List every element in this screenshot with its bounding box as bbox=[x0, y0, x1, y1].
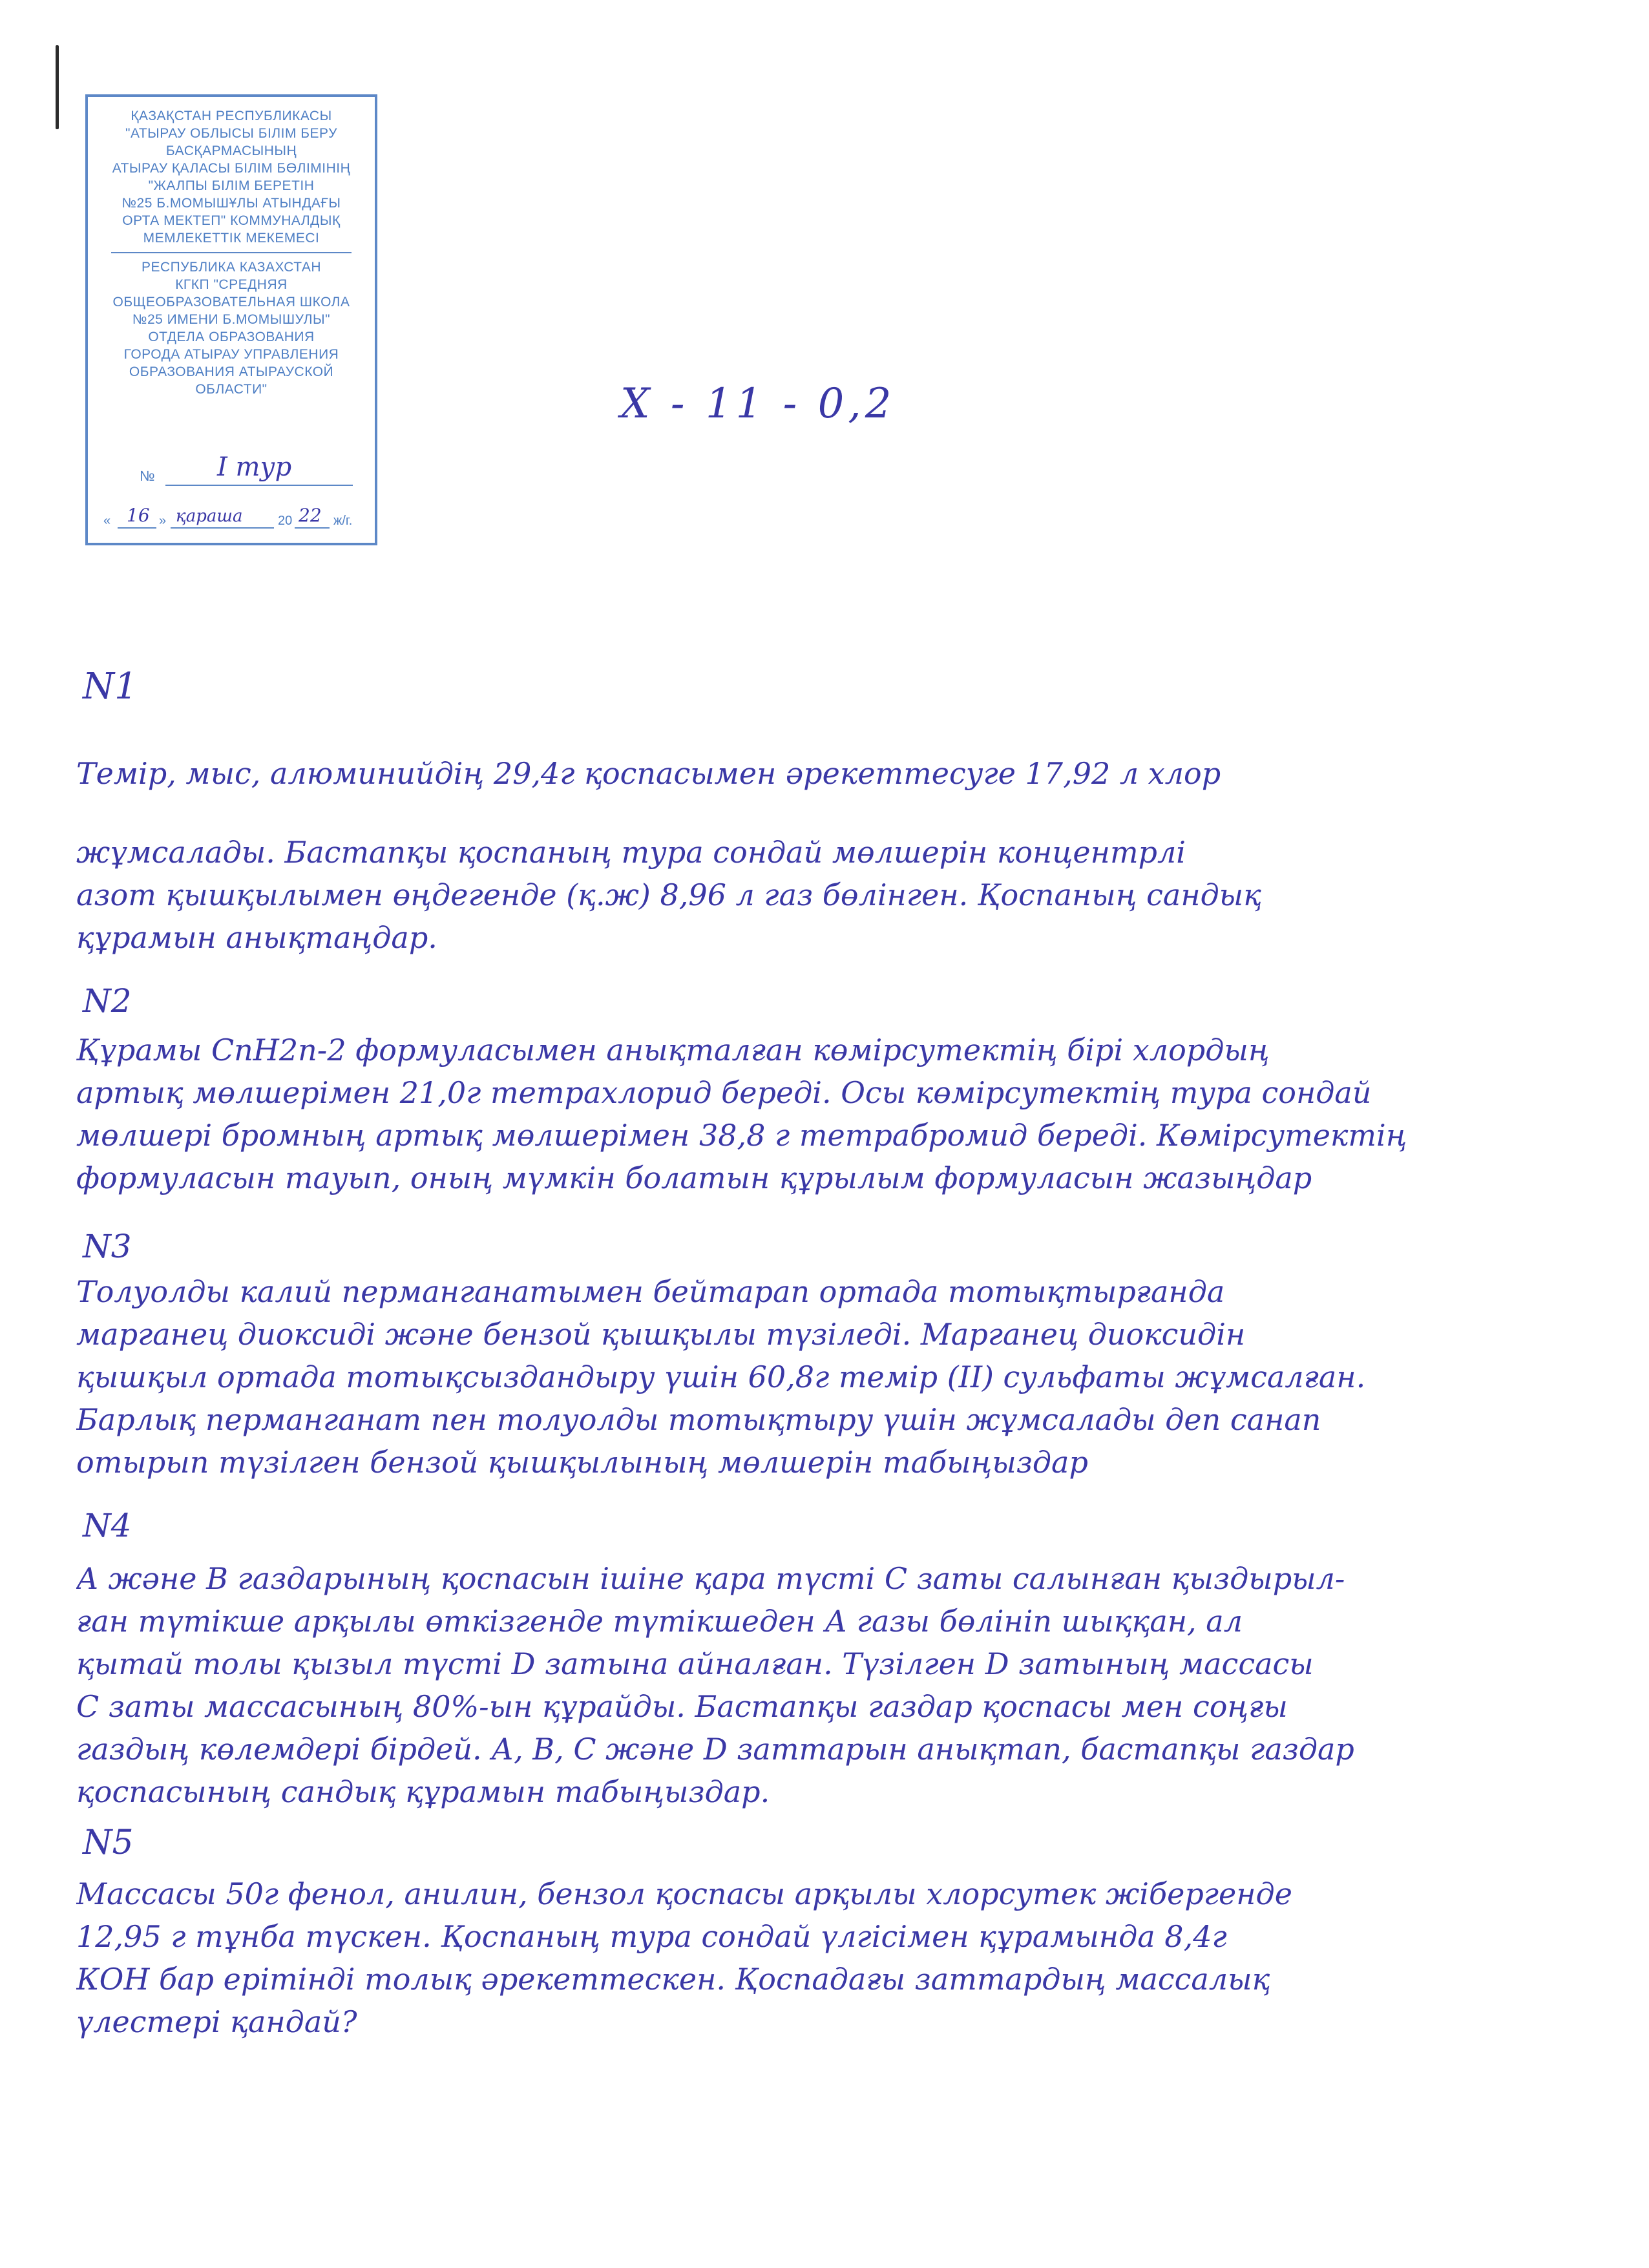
stamp-line: ҚАЗАҚСТАН РЕСПУБЛИКАСЫ bbox=[131, 109, 332, 123]
stamp-line: АТЫРАУ ҚАЛАСЫ БІЛІМ БӨЛІМІНІҢ bbox=[112, 161, 351, 176]
problem-heading-4: N4 bbox=[83, 1507, 132, 1544]
problem-heading-1: N1 bbox=[83, 666, 138, 708]
stamp-russian-block bbox=[88, 258, 375, 398]
stamp-kazakh-block bbox=[88, 107, 375, 247]
stamp-line: "ЖАЛПЫ БІЛІМ БЕРЕТІН bbox=[148, 178, 315, 193]
stamp-date-year-prefix: 20 bbox=[278, 514, 293, 528]
problem-text-5 bbox=[76, 1873, 1575, 2043]
text-line: Толуолды калий перманганатымен бейтарап ортада тотықтырғанда bbox=[76, 1274, 1225, 1309]
text-line: жұмсалады. Бастапқы қоспаның тура сондай мөлшерін концентрлі bbox=[76, 835, 1186, 870]
text-line: қоспасының сандық құрамын табыңыздар. bbox=[76, 1774, 770, 1809]
stamp-line: ГОРОДА АТЫРАУ УПРАВЛЕНИЯ bbox=[123, 347, 339, 362]
text-line: мөлшері бромның артық мөлшерімен 38,8 г тетрабромид береді. Көмірсутектің bbox=[76, 1118, 1407, 1153]
stamp-line: РЕСПУБЛИКА КАЗАХСТАН bbox=[141, 260, 322, 275]
stamp-year-underline bbox=[295, 527, 330, 529]
stamp-date-row bbox=[98, 505, 370, 531]
text-line: үлестері қандай? bbox=[76, 2004, 357, 2039]
stamp-date-close-quote: » bbox=[159, 514, 167, 528]
stamp-line: ОБЛАСТИ" bbox=[195, 382, 268, 397]
problem-text-3 bbox=[76, 1270, 1575, 1484]
stamp-day-underline bbox=[118, 527, 156, 529]
stamp-date-open-quote: « bbox=[103, 514, 111, 528]
text-line: құрамын анықтаңдар. bbox=[76, 920, 437, 955]
stamp-line: МЕМЛЕКЕТТІК МЕКЕМЕСІ bbox=[143, 231, 320, 246]
stamp-line: №25 ИМЕНИ Б.МОМЫШУЛЫ" bbox=[132, 312, 331, 327]
text-line: КОН бар ерітінді толық әрекеттескен. Қоспадағы заттардың массалық bbox=[76, 1962, 1270, 1997]
stamp-line: ОБРАЗОВАНИЯ АТЫРАУСКОЙ bbox=[129, 364, 334, 379]
school-stamp bbox=[85, 94, 377, 545]
text-line: артық мөлшерімен 21,0г тетрахлорид береді. Осы көмірсутектің тура сондай bbox=[76, 1075, 1372, 1110]
text-line: Темір, мыс, алюминийдің 29,4г қоспасымен әрекеттесуге 17,92 л хлор bbox=[76, 756, 1221, 791]
stamp-line: ОБЩЕОБРАЗОВАТЕЛЬНАЯ ШКОЛА bbox=[112, 295, 350, 310]
stamp-date-month: қараша bbox=[176, 507, 243, 526]
text-line: Құрамы CnH2n-2 формуласымен анықталған көмірсутектің бірі хлордың bbox=[76, 1033, 1270, 1067]
text-line: марганец диоксиді және бензой қышқылы түзіледі. Марганец диоксидін bbox=[76, 1317, 1246, 1352]
problem-heading-2: N2 bbox=[83, 982, 132, 1020]
text-line: формуласын тауып, оның мүмкін болатын құрылым формуласын жазыңдар bbox=[76, 1160, 1312, 1195]
text-line: отырып түзілген бензой қышқылының мөлшерін табыңыздар bbox=[76, 1445, 1088, 1480]
text-line: қытай толы қызыл түсті D затына айналған. Түзілген D затының массасы bbox=[76, 1646, 1314, 1681]
document-code: Х - 11 - 0,2 bbox=[620, 380, 896, 428]
stamp-line: "АТЫРАУ ОБЛЫСЫ БІЛІМ БЕРУ bbox=[125, 126, 337, 141]
stamp-number-underline bbox=[165, 485, 353, 486]
text-line: С заты массасының 80%-ын құрайды. Бастапқы газдар қоспасы мен соңғы bbox=[76, 1689, 1288, 1724]
text-line: Барлық перманганат пен толуолды тотықтыру үшін жұмсалады деп санап bbox=[76, 1402, 1321, 1437]
problem-heading-5: N5 bbox=[83, 1823, 134, 1862]
problem-text-1 bbox=[76, 752, 1575, 959]
margin-pencil-mark bbox=[56, 45, 59, 129]
problem-text-4 bbox=[76, 1557, 1575, 1813]
stamp-line: ОТДЕЛА ОБРАЗОВАНИЯ bbox=[148, 330, 315, 344]
stamp-divider bbox=[111, 252, 352, 253]
text-line: азот қышқылымен өңдегенде (қ.ж) 8,96 л газ бөлінген. Қоспаның сандық bbox=[76, 877, 1262, 912]
stamp-number-row bbox=[140, 451, 353, 490]
stamp-date-suffix: ж/г. bbox=[333, 514, 353, 528]
text-line: 12,95 г тұнба түскен. Қоспаның тура сондай үлгісімен құрамында 8,4г bbox=[76, 1919, 1227, 1954]
text-line: Массасы 50г фенол, анилин, бензол қоспасы арқылы хлорсутек жібергенде bbox=[76, 1876, 1292, 1911]
stamp-date-year: 22 bbox=[299, 505, 322, 526]
stamp-number-label: № bbox=[140, 468, 155, 484]
text-line: қышқыл ортада тотықсыздандыру үшін 60,8г темір (II) сульфаты жұмсалған. bbox=[76, 1360, 1366, 1394]
text-line: А және В газдарының қоспасын ішіне қара түсті С заты салынған қыздырыл- bbox=[76, 1561, 1345, 1596]
problem-heading-3: N3 bbox=[83, 1228, 132, 1265]
problem-text-2 bbox=[76, 1029, 1575, 1199]
stamp-line: №25 Б.МОМЫШҰЛЫ АТЫНДАҒЫ bbox=[121, 196, 341, 211]
stamp-line: КГКП "СРЕДНЯЯ bbox=[175, 277, 288, 292]
text-line: газдың көлемдері бірдей. А, В, С және D заттарын анықтап, бастапқы газдар bbox=[76, 1732, 1354, 1767]
stamp-number-value: I тур bbox=[217, 452, 292, 482]
stamp-line: ОРТА МЕКТЕП" КОММУНАЛДЫҚ bbox=[122, 213, 341, 228]
stamp-date-day: 16 bbox=[127, 505, 150, 526]
stamp-month-underline bbox=[171, 527, 274, 529]
text-line: ған түтікше арқылы өткізгенде түтікшеден А газы бөлініп шыққан, ал bbox=[76, 1604, 1243, 1639]
stamp-line: БАСҚАРМАСЫНЫҢ bbox=[165, 143, 297, 158]
